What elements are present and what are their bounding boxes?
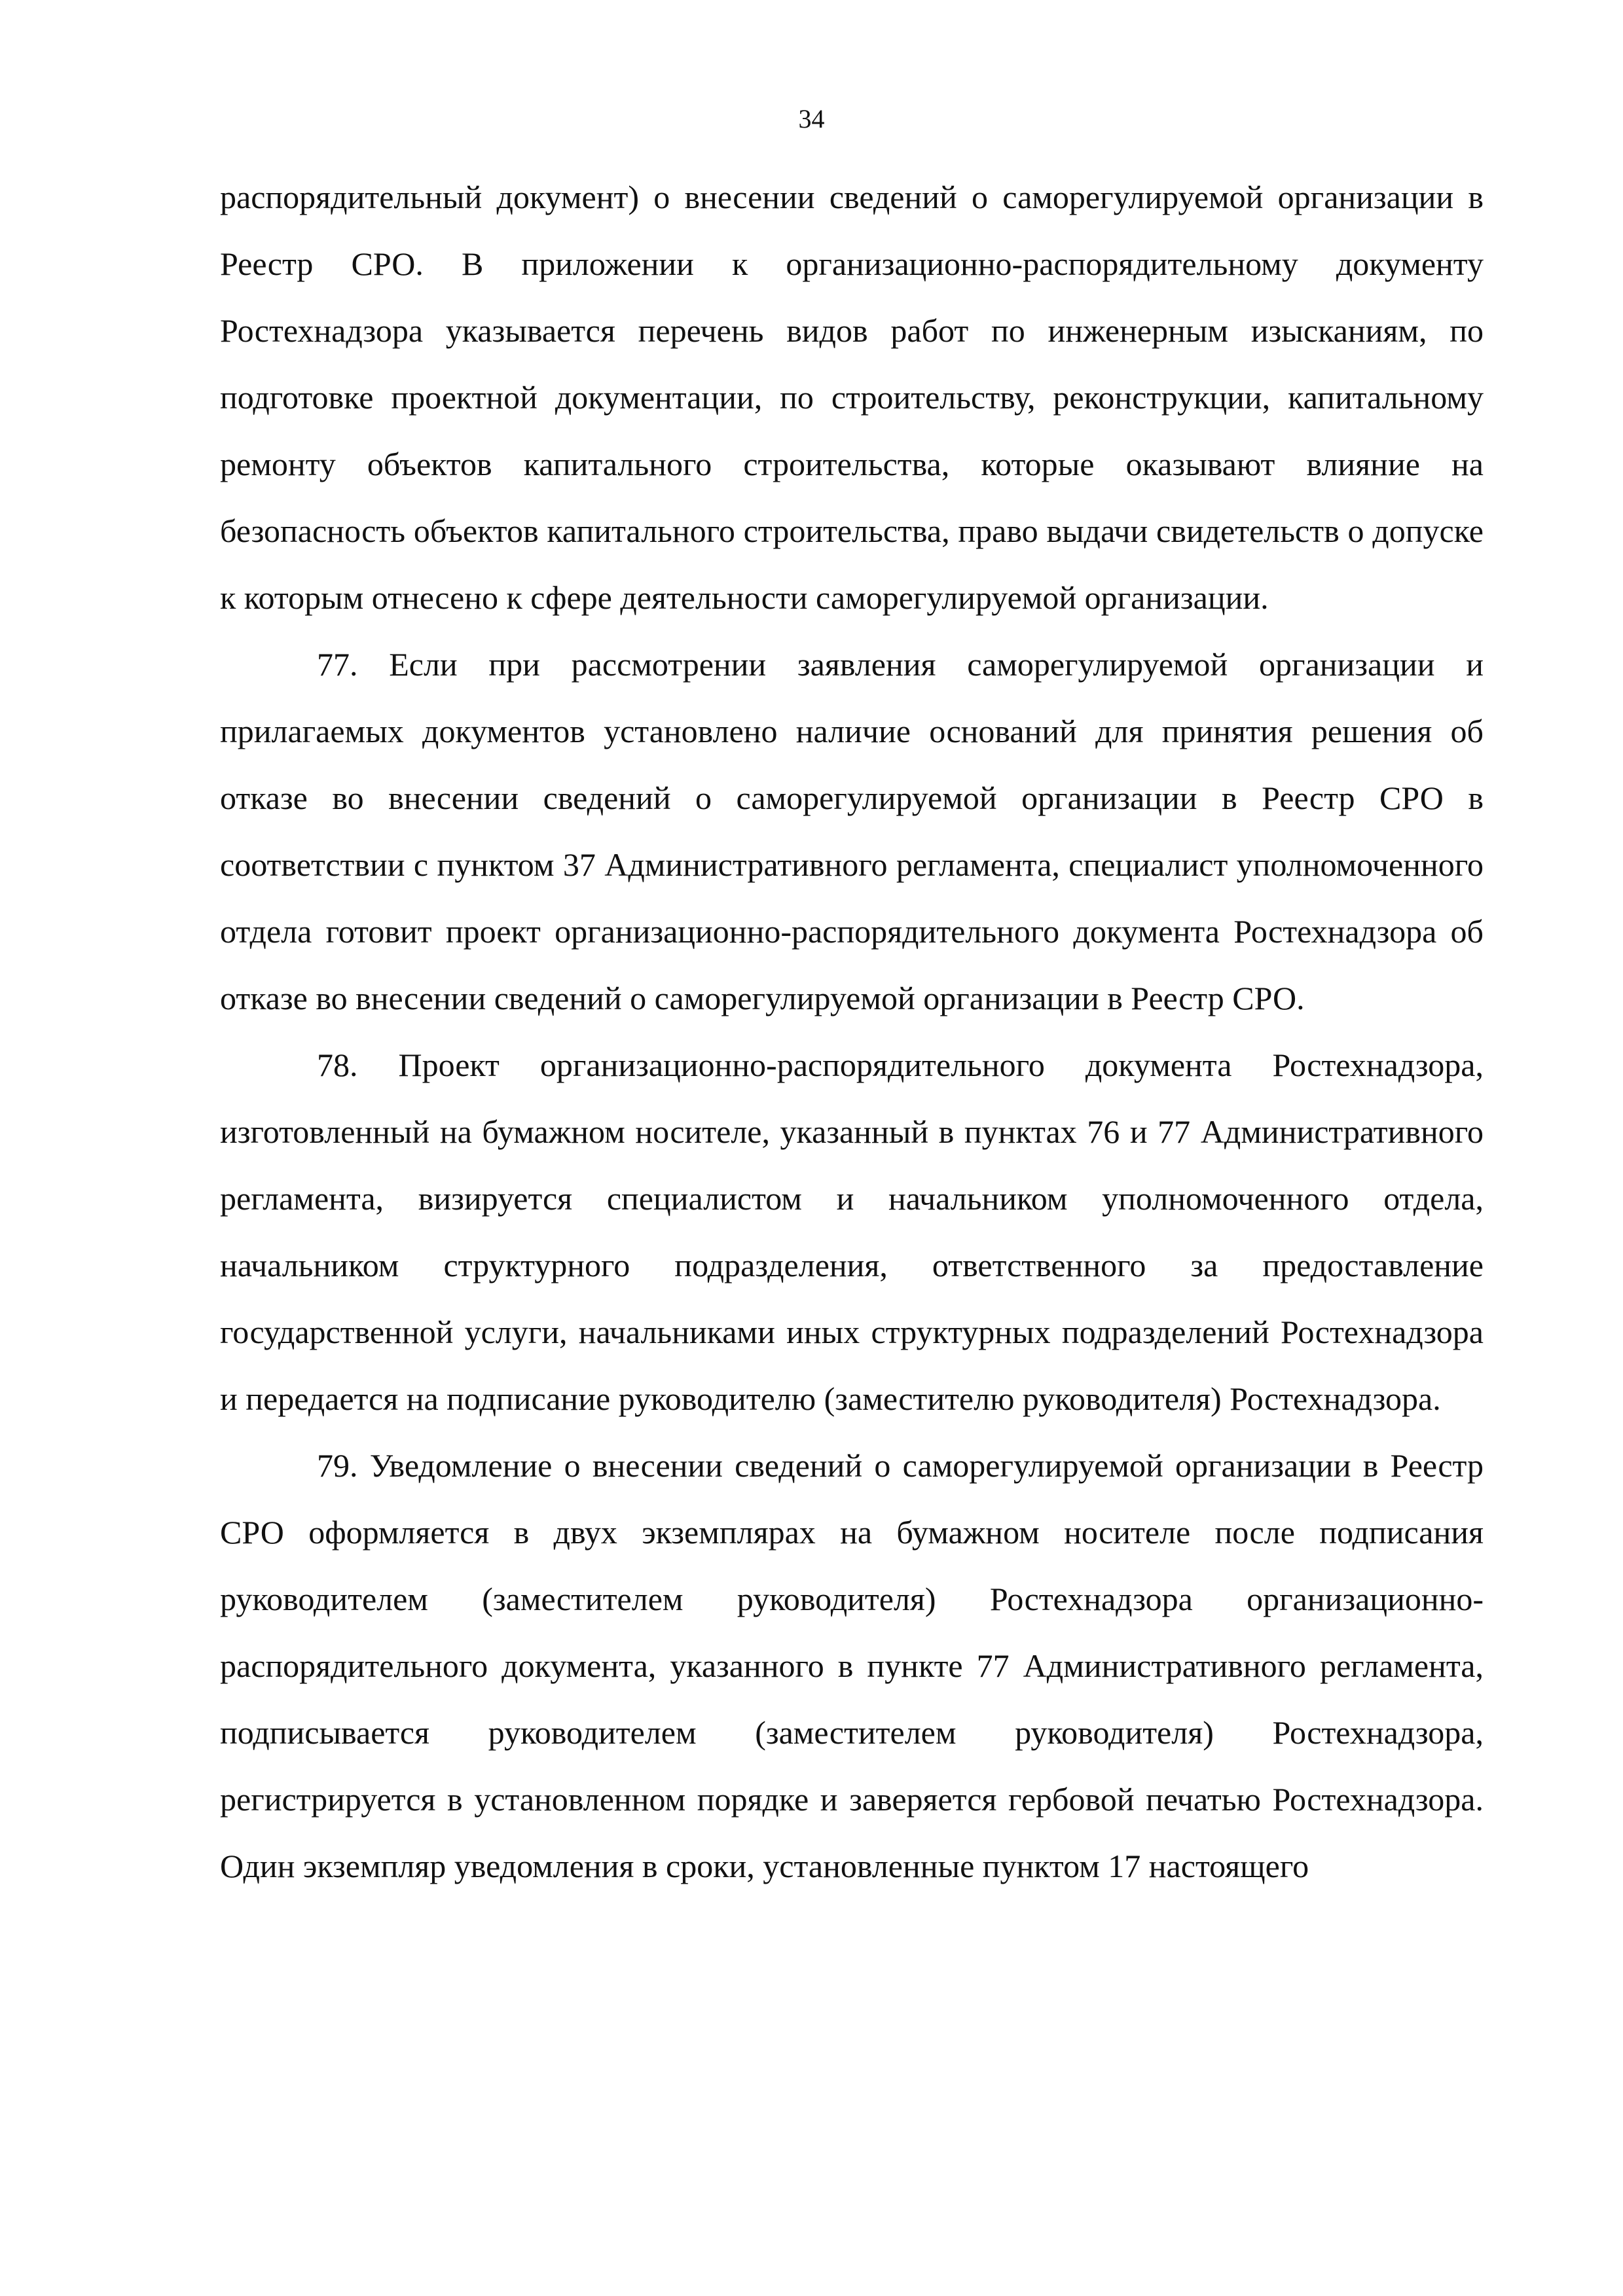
paragraph-continuation: распорядительный документ) о внесении сведений о саморегулируемой организации в Реестр СРО. В приложении к организационно-распорядительному документу Ростехнадзора указывается перечень видов работ по инженерным изысканиям, по подготовке проектной документации, по строительству, реконструкции, капитальному ремонту объектов капитального строительства, которые оказывают влияние на безопасность объектов капитального строительства, право выдачи свидетельств о допуске к которым отнесено к сфере деятельности саморегулируемой организации. xyxy=(220,179,1484,616)
paragraph-item-79: 79. Уведомление о внесении сведений о саморегулируемой организации в Реестр СРО оформляется в двух экземплярах на бумажном носителе после подписания руководителем (заместителем руководителя) Ростехнадзора организационно-распорядительного документа, указанного в пункте 77 Административного регламента, подписывается руководителем (заместителем руководителя) Ростехнадзора, регистрируется в установленном порядке и заверяется гербовой печатью Ростехнадзора. Один экземпляр уведомления в сроки, установленные пунктом 17 настоящего xyxy=(220,1447,1484,1884)
document-body xyxy=(220,164,1484,1899)
paragraph-item-77: 77. Если при рассмотрении заявления саморегулируемой организации и прилагаемых документов установлено наличие оснований для принятия решения об отказе во внесении сведений о саморегулируемой организации в Реестр СРО в соответствии с пунктом 37 Административного регламента, специалист уполномоченного отдела готовит проект организационно-распорядительного документа Ростехнадзора об отказе во внесении сведений о саморегулируемой организации в Реестр СРО. xyxy=(220,646,1484,1016)
page-number: 34 xyxy=(798,104,825,134)
paragraph-item-78: 78. Проект организационно-распорядительного документа Ростехнадзора, изготовленный на бумажном носителе, указанный в пунктах 76 и 77 Административного регламента, визируется специалистом и начальником уполномоченного отдела, начальником структурного подразделения, ответственного за предоставление государственной услуги, начальниками иных структурных подразделений Ростехнадзора и передается на подписание руководителю (заместителю руководителя) Ростехнадзора. xyxy=(220,1047,1484,1417)
